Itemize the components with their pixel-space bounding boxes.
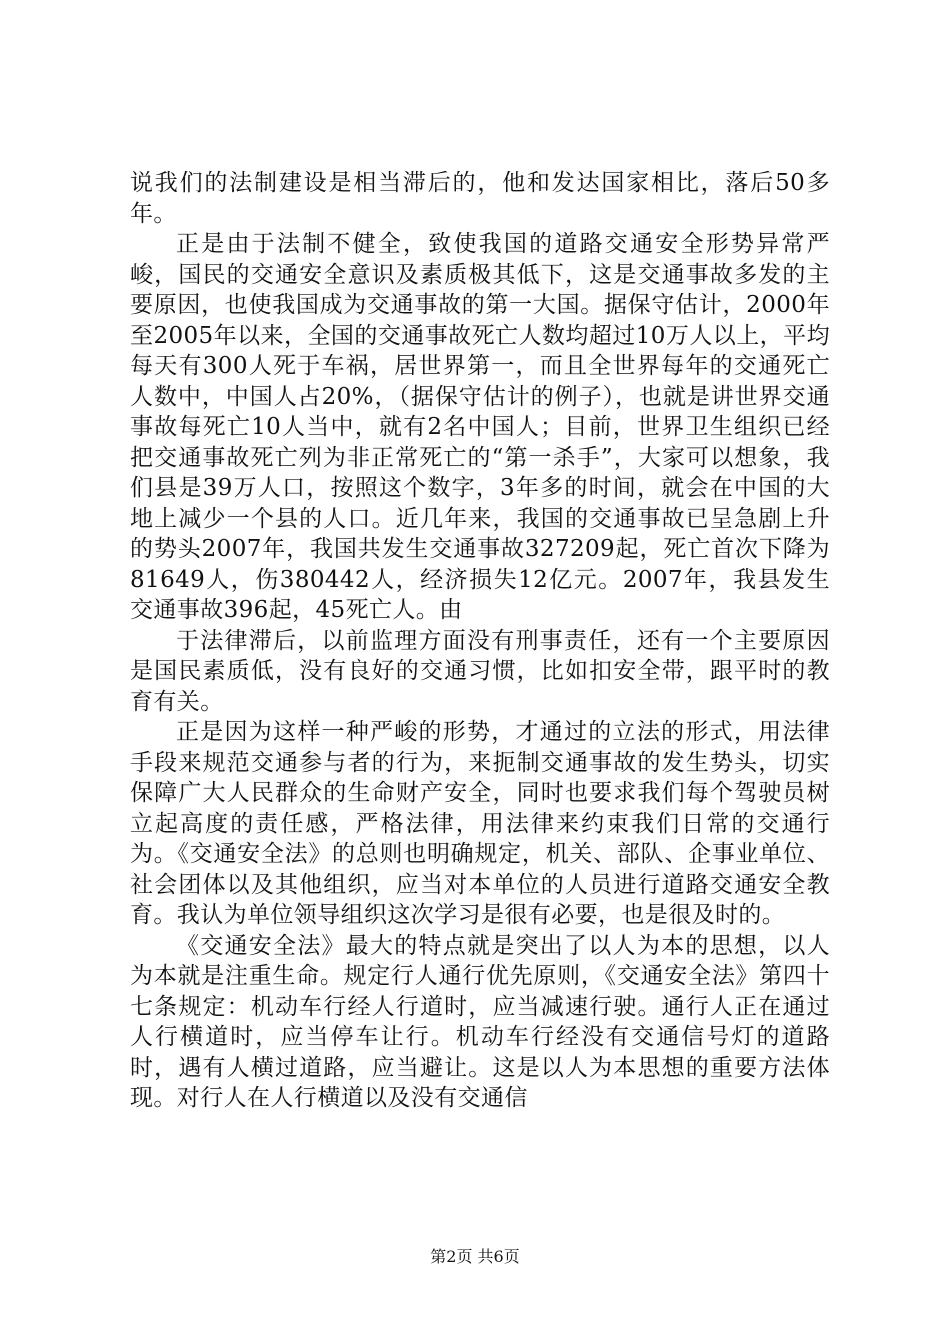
- paragraph-5: 《交通安全法》最大的特点就是突出了以人为本的思想，以人为本就是注重生命。规定行人通行优先原则，《交通安全法》第四十七条规定：机动车行经人行道时，应当减速行驶。通行人正在通过人行横道时，应当停车让行。机动车行经没有交通信号灯的道路时，遇有人横过道路，应当避让。这是以人为本思想的重要方法体现。对行人在人行横道以及没有交通信: [130, 932, 830, 1111]
- paragraph-4: 正是因为这样一种严峻的形势，才通过的立法的形式，用法律手段来规范交通参与者的行为，来扼制交通事故的发生势头，切实保障广大人民群众的生命财产安全，同时也要求我们每个驾驶员树立起高度的责任感，严格法律，用法律来约束我们日常的交通行为。《交通安全法》的总则也明确规定，机关、部队、企事业单位、社会团体以及其他组织，应当对本单位的人员进行道路交通安全教育。我认为单位领导组织这次学习是很有必要，也是很及时的。: [130, 719, 830, 928]
- page-footer: 第2页 共6页: [430, 1247, 520, 1266]
- document-body: [130, 168, 830, 1114]
- paragraph-2: 正是由于法制不健全，致使我国的道路交通安全形势异常严峻，国民的交通安全意识及素质极其低下，这是交通事故多发的主要原因，也使我国成为交通事故的第一大国。据保守估计，2000年至2005年以来，全国的交通事故死亡人数均超过10万人以上，平均每天有300人死于车祸，居世界第一，而且全世界每年的交通死亡人数中，中国人占20%，（据保守估计的例子），也就是讲世界交通事故每死亡10人当中，就有2名中国人；目前，世界卫生组织已经把交通事故死亡列为非正常死亡的“第一杀手”，大家可以想象，我们县是39万人口，按照这个数字，3年多的时间，就会在中国的大地上减少一个县的人口。近几年来，我国的交通事故已呈急剧上升的势头2007年，我国共发生交通事故327209起，死亡首次下降为81649人，伤380442人，经济损失12亿元。2007年，我县发生交通事故396起，45死亡人。由: [130, 231, 830, 623]
- paragraph-3: 于法律滞后，以前监理方面没有刑事责任，还有一个主要原因是国民素质低，没有良好的交通习惯，比如扣安全带，跟平时的教育有关。: [130, 627, 830, 715]
- paragraph-1: 说我们的法制建设是相当滞后的，他和发达国家相比，落后50多年。: [130, 170, 830, 227]
